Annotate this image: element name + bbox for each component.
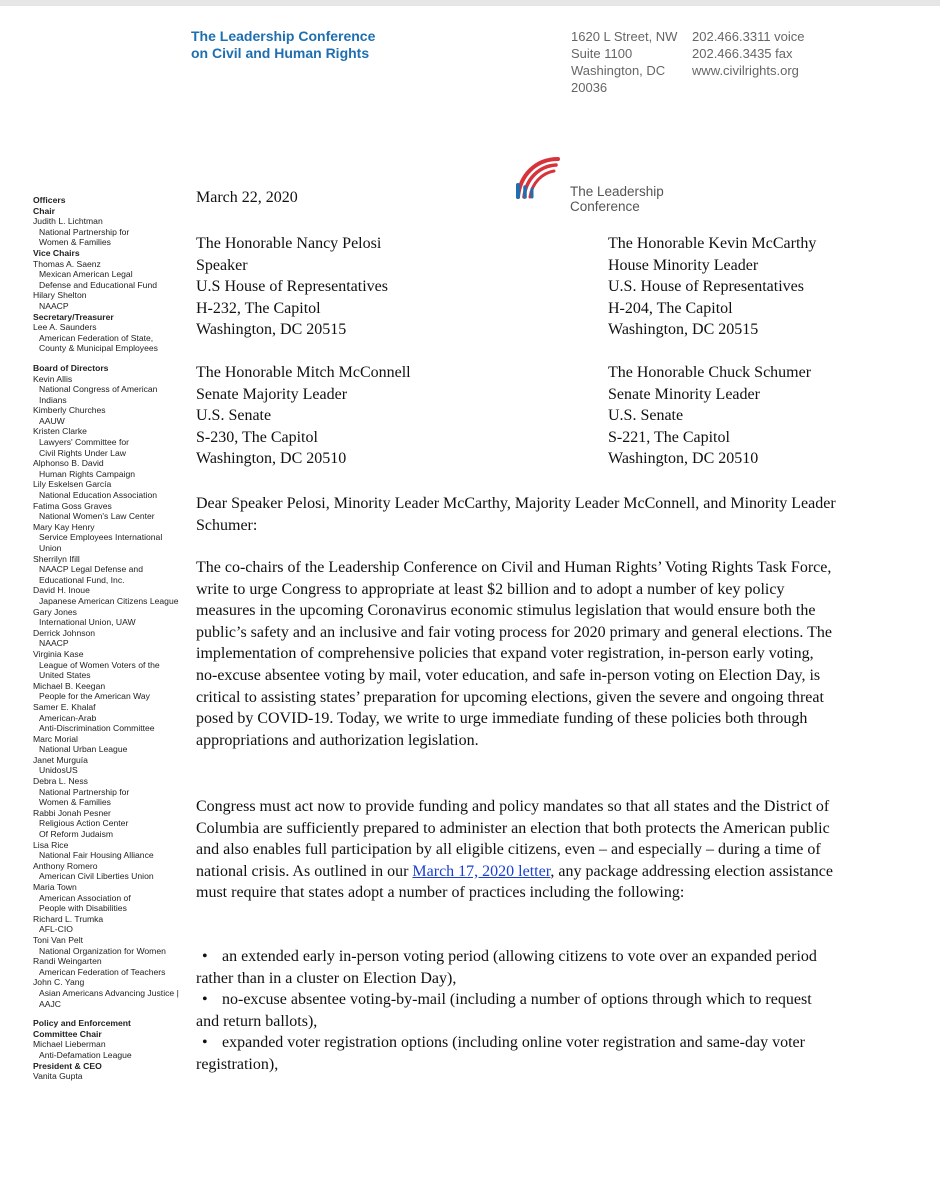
sidebar-entry: Civil Rights Under Law xyxy=(39,447,126,458)
bullet-icon: • xyxy=(202,948,208,965)
org-name-line: The Leadership Conference xyxy=(191,28,376,44)
sidebar-entry: National Partnership for xyxy=(39,226,130,237)
sidebar-entry: Anthony Romero xyxy=(33,860,98,871)
sidebar-entry: NAACP xyxy=(39,300,69,311)
sidebar-heading: Officers xyxy=(33,195,66,205)
sidebar-entry: National Education Association xyxy=(39,490,158,501)
sidebar-entry: Lee A. Saunders xyxy=(33,322,97,333)
sidebar-heading: Secretary/Treasurer xyxy=(33,311,114,322)
mailing-address: 1620 L Street, NW Suite 1100 Washington, DC 20036 xyxy=(571,29,678,95)
sidebar-entry: Hilary Shelton xyxy=(33,290,87,301)
sidebar-entry: Women & Families xyxy=(39,797,111,808)
sidebar-entry: American-Arab xyxy=(39,712,97,723)
sidebar-entry: United States xyxy=(39,670,91,681)
sidebar-entry: Religious Action Center xyxy=(39,818,129,829)
recipient-block: The Honorable Nancy Pelosi Speaker U.S House of Representatives H-232, The Capitol Washington, DC 20515 xyxy=(196,235,388,339)
sidebar-heading: Committee Chair xyxy=(33,1028,102,1039)
sidebar-entry: National Congress of American Indians xyxy=(39,384,158,405)
sidebar-entry: National Fair Housing Alliance xyxy=(39,850,154,861)
sidebar-entry: David H. Inoue xyxy=(33,585,90,596)
sidebar-entry: People for the American Way xyxy=(39,691,150,702)
sidebar-entry: Debra L. Ness xyxy=(33,776,88,787)
sidebar-entry: League of Women Voters of the xyxy=(39,659,160,670)
sidebar-heading: Policy and Enforcement xyxy=(33,1018,131,1029)
contact-info: 202.466.3311 voice 202.466.3435 fax www.civilrights.org xyxy=(692,29,805,78)
recipient-block: The Honorable Kevin McCarthy House Minority Leader U.S. House of Representatives H-204, The Capitol Washington, DC 20515 xyxy=(608,235,817,339)
sidebar-entry: Thomas A. Saenz xyxy=(33,258,101,269)
list-item: • an extended early in-person voting period (allowing citizens to vote over an expanded period rather than in a cluster on Election Day), xyxy=(196,948,817,987)
sidebar-entry: People with Disabilities xyxy=(39,903,127,914)
leadership-conference-logo xyxy=(512,153,672,217)
sidebar-entry: Gary Jones xyxy=(33,606,77,617)
top-edge xyxy=(0,0,940,6)
sidebar-entry: County & Municipal Employees xyxy=(39,343,158,354)
sidebar-entry: Janet Murguía xyxy=(33,754,88,765)
sidebar-entry: National Women's Law Center xyxy=(39,511,155,522)
sidebar-entry: Kevin Allis xyxy=(33,373,73,384)
sidebar-entry: UnidosUS xyxy=(39,765,78,776)
letter-date: March 22, 2020 xyxy=(196,189,298,206)
sidebar-entry: NAACP Legal Defense and xyxy=(39,564,143,575)
sidebar-entry: National Organization for Women xyxy=(39,945,166,956)
sidebar-entry: Defense and Educational Fund xyxy=(39,279,158,290)
sidebar-entry: Lily Eskelsen García xyxy=(33,479,112,490)
sidebar-entry: Samer E. Khalaf xyxy=(33,701,96,712)
arch-logo-icon xyxy=(512,153,568,199)
sidebar-entry: Sherrilyn Ifill xyxy=(33,553,80,564)
sidebar-heading: Chair xyxy=(33,205,55,216)
sidebar-entry: NAACP xyxy=(39,638,69,649)
sidebar-entry: Anti-Defamation League xyxy=(39,1049,132,1060)
board-sidebar xyxy=(33,195,183,1082)
sidebar-entry: Fatima Goss Graves xyxy=(33,500,112,511)
sidebar-spacer xyxy=(33,354,183,363)
sidebar-entry: Asian Americans Advancing Justice | xyxy=(39,987,179,998)
sidebar-entry: Maria Town xyxy=(33,882,77,892)
sidebar-entry: Marc Morial xyxy=(33,733,78,744)
march-17-letter-link[interactable]: March 17, 2020 letter xyxy=(412,862,551,880)
paragraph: Congress must act now to provide funding and policy mandates so that all states and the District of Columbia are sufficiently prepared to administer an election that both protects the American public and also enables full participation by all eligible citizens, even – and especially – during a time of national crisis. As outlined in our March 17, 2020 letter, any package addressing election assistance must require that states adopt a number of practices including the following: xyxy=(196,798,833,902)
sidebar-entry: Women & Families xyxy=(39,237,111,248)
sidebar-entry: National Partnership for xyxy=(39,786,130,797)
sidebar-entry: AAJC xyxy=(39,998,61,1009)
list-item: • no-excuse absentee voting-by-mail (including a number of options through which to request and return ballots), xyxy=(196,991,812,1030)
sidebar-entry: Alphonso B. David xyxy=(33,458,104,469)
sidebar-heading: Board of Directors xyxy=(33,362,109,373)
sidebar-entry: American Federation of Teachers xyxy=(39,966,166,977)
sidebar-entry: Educational Fund, Inc. xyxy=(39,574,125,585)
sidebar-entry: Randi Weingarten xyxy=(33,956,102,967)
sidebar-entry: American Federation of State, xyxy=(39,332,154,343)
sidebar-spacer xyxy=(33,1009,183,1018)
sidebar-entry: American Civil Liberties Union xyxy=(39,871,154,882)
org-name xyxy=(191,28,375,62)
sidebar-entry: Service Employees International Union xyxy=(39,532,163,553)
sidebar-entry: Lawyers' Committee for xyxy=(39,437,129,448)
recipient-block: The Honorable Chuck Schumer Senate Minority Leader U.S. Senate S-221, The Capitol Washington, DC 20510 xyxy=(608,364,812,468)
org-name-line: on Civil and Human Rights xyxy=(191,45,370,61)
sidebar-entry: National Urban League xyxy=(39,744,128,755)
sidebar-entry: Richard L. Trumka xyxy=(33,913,104,924)
sidebar-heading: Vice Chairs xyxy=(33,247,80,258)
sidebar-entry: Human Rights Campaign xyxy=(39,468,136,479)
list-item: • expanded voter registration options (including online voter registration and same-day voter registration), xyxy=(196,1034,805,1073)
sidebar-entry: Of Reform Judaism xyxy=(39,829,114,840)
sidebar-entry: American Association of xyxy=(39,892,131,903)
sidebar-entry: Mexican American Legal xyxy=(39,269,133,280)
sidebar-entry: Kimberly Churches xyxy=(33,405,106,416)
sidebar-entry: Mary Kay Henry xyxy=(33,521,95,532)
sidebar-entry: AFL-CIO xyxy=(39,924,73,935)
sidebar-entry: Lisa Rice xyxy=(33,839,69,850)
paragraph: The co-chairs of the Leadership Conference on Civil and Human Rights’ Voting Rights Task Force, write to urge Congress to appropriate at least $2 billion and to adopt a number of key policy measures in the upcoming Coronavirus economic stimulus legislation that would ensure both the public’s safety and an inclusive and fair voting process for 2020 primary and general elections. The implementation of comprehensive policies that expand voter registration, in-person early voting, no-excuse absentee voting by mail, voter education, and safe in-person voting on Election Day, is critical to assisting states’ preparation for upcoming elections, given the severe and ongoing threat posed by COVID-19. Today, we write to urge immediate funding of these policies both through appropriations and authorization legislation. xyxy=(196,559,832,749)
practices-list xyxy=(196,946,836,1076)
sidebar-entry: Virginia Kase xyxy=(33,648,84,659)
bullet-icon: • xyxy=(202,1034,208,1052)
sidebar-entry: International Union, UAW xyxy=(39,617,136,628)
sidebar-entry: Rabbi Jonah Pesner xyxy=(33,807,111,818)
sidebar-entry: Judith L. Lichtman xyxy=(33,216,103,227)
sidebar-entry: John C. Yang xyxy=(33,977,85,988)
sidebar-entry: Michael B. Keegan xyxy=(33,680,106,691)
recipient-block: The Honorable Mitch McConnell Senate Majority Leader U.S. Senate S-230, The Capitol Washington, DC 20510 xyxy=(196,364,411,468)
sidebar-entry: Anti-Discrimination Committee xyxy=(39,723,155,734)
bullet-icon: • xyxy=(202,991,208,1009)
sidebar-heading: President & CEO xyxy=(33,1060,102,1071)
sidebar-entry: Toni Van Pelt xyxy=(33,934,84,945)
sidebar-entry: Vanita Gupta xyxy=(33,1071,83,1082)
sidebar-entry: Derrick Johnson xyxy=(33,627,96,638)
logo-text: The Leadership Conference xyxy=(570,184,664,214)
sidebar-entry: Kristen Clarke xyxy=(33,426,87,437)
salutation: Dear Speaker Pelosi, Minority Leader McCarthy, Majority Leader McConnell, and Minority Leader Schumer: xyxy=(196,495,836,534)
sidebar-entry: Japanese American Citizens League xyxy=(39,595,179,606)
sidebar-entry: Michael Lieberman xyxy=(33,1039,106,1050)
sidebar-entry: AAUW xyxy=(39,415,65,426)
